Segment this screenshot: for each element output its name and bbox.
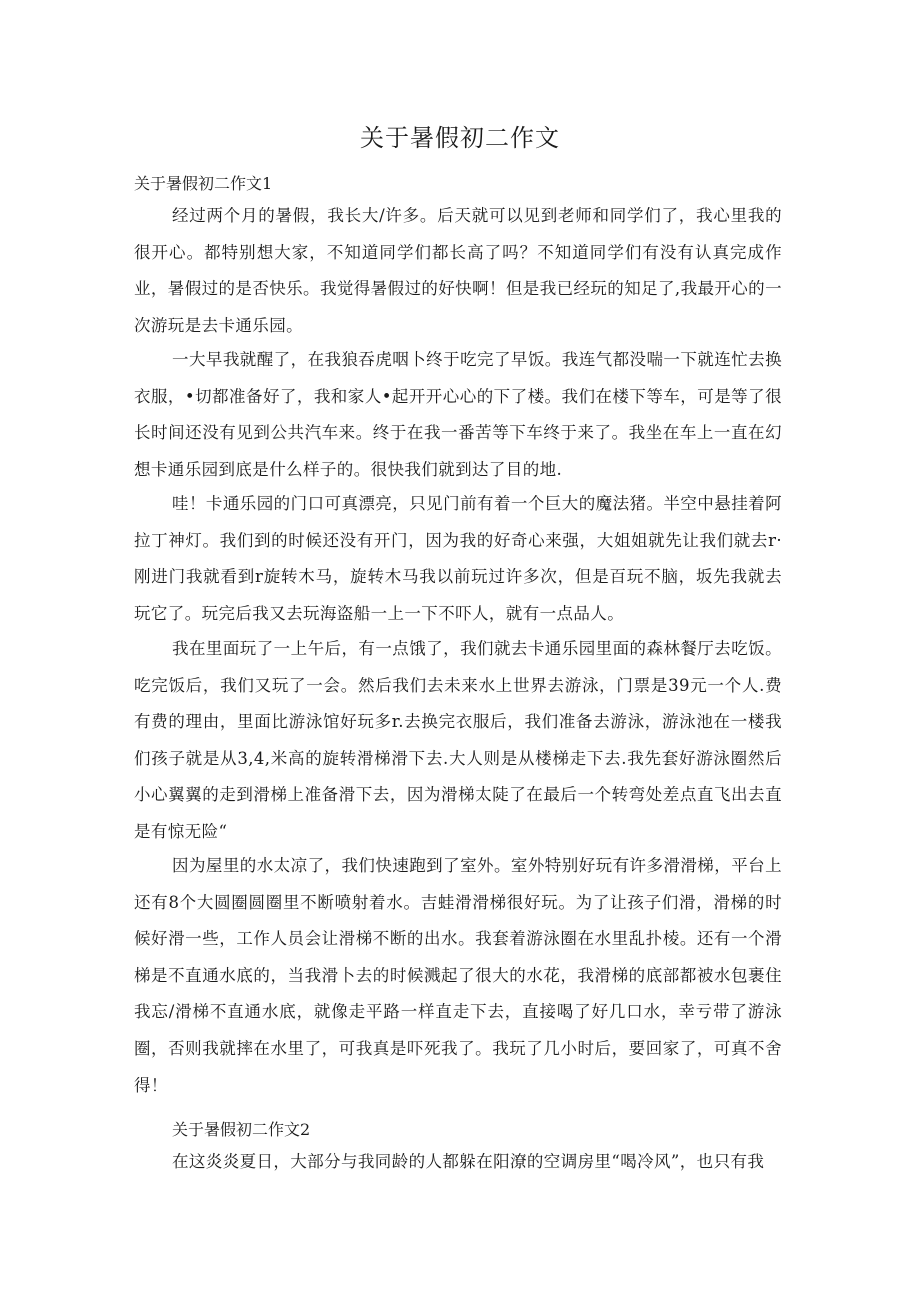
paragraph: 一大早我就醒了，在我狼吞虎咽卜终于吃完了早饭。我连气都没喘一下就连忙去换衣服，•切都准备好了，我和家人•起开开心心的下了楼。我们在楼下等车，可是等了很长时间还没有见到公共汽车来。终于在我一番苦等下车终于来了。我坐在车上一直在幻想卡通乐园到底是什么样子的。很快我们就到达了目的地. (134, 350, 782, 479)
section-heading-1: 关于暑假初二作文1 (134, 174, 273, 193)
paragraph: 经过两个月的暑假，我长大/许多。后天就可以见到老师和同学们了，我心里我的很开心。都特别想大家，不知道同学们都长高了吗？不知道同学们有没有认真完成作业，暑假过的是否快乐。我觉得暑假过的好快啊！但是我已经玩的知足了,我最开心的一次游玩是去卡通乐园。 (134, 206, 782, 335)
paragraph: 在这炎炎夏日，大部分与我同龄的人都躲在阳潦的空调房里“喝冷风”，也只有我 (172, 1152, 765, 1171)
paragraph: 哇！卡通乐园的门口可真漂亮，只见门前有着一个巨大的魔法猪。半空中悬挂着阿拉丁神灯。我们到的时候还没有开门，因为我的好奇心来强，大姐姐就先让我们就去r·刚进门我就看到r旋转木马，旋转木马我以前玩过许多次，但是百玩不脑，坂先我就去玩它了。玩完后我又去玩海盗船一上一下不吓人，就有一点品人。 (134, 494, 782, 623)
paragraph: 我在里面玩了一上午后，有一点饿了，我们就去卡通乐园里面的森林餐厅去吃饭。吃完饭后，我们又玩了一会。然后我们去未来水上世界去游泳，门票是39元一个人.费有费的理由，里面比游泳馆好玩多r.去换完衣服后，我们准备去游泳，游泳池在一楼我们孩子就是从3,4,米高的旋转滑梯滑下去.大人则是从楼梯走下去.我先套好游泳圈然后小心翼翼的走到滑梯上准备滑下去，因为滑梯太陡了在最后一个转弯处差点直飞出去直是有惊无险“ (134, 639, 782, 841)
paragraph: 因为屋里的水太凉了，我们快速跑到了室外。室外特别好玩有许多滑滑梯，平台上还有8个大圆圈圆圈里不断喷射着水。吉蛙滑滑梯很好玩。为了让孩子们滑，滑梯的时候好滑一些，工作人员会让滑梯不断的出水。我套着游泳圈在水里乱扑棱。还有一个滑梯是不直通水底的，当我滑卜去的时候溅起了很大的水花，我滑梯的底部都被水包裹住我忘/滑梯不直通水底，就像走平路一样直走下去，直接喝了好几口水，幸亏带了游泳圈，否则我就摔在水里了，可我真是吓死我了。我玩了几小时后，要回家了，可真不舍得！ (134, 856, 782, 1095)
document-title: 关于暑假初二作文 (360, 124, 560, 152)
section-heading-2: 关于暑假初二作文2 (172, 1120, 311, 1139)
